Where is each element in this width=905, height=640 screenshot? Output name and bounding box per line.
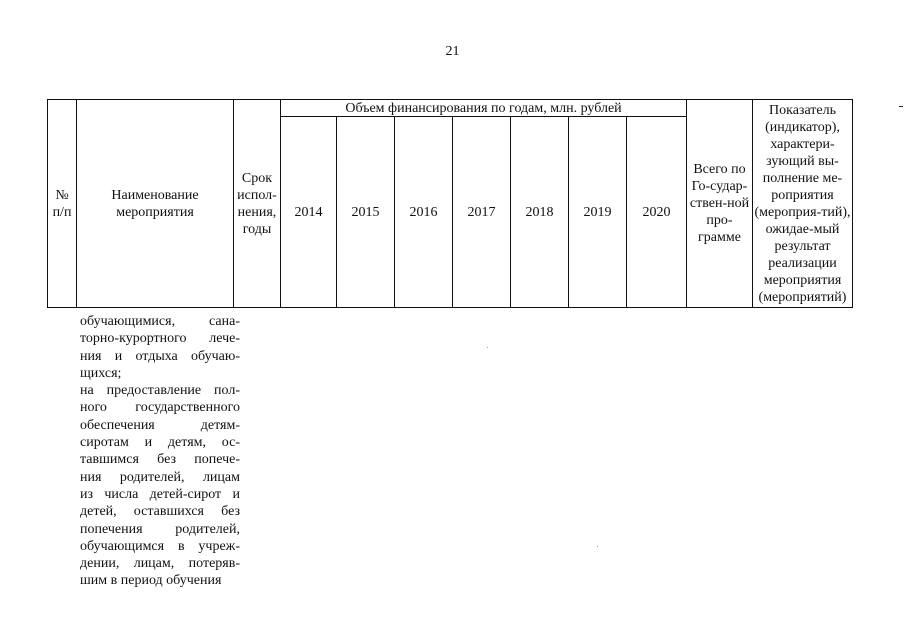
text-line: ния родителей, лицам: [80, 469, 240, 485]
text-line: торно-курортного лече-: [80, 331, 240, 347]
col-header-year: 2018: [511, 117, 569, 308]
text-line: ного государственного: [80, 400, 240, 416]
col-header-year: 2020: [627, 117, 687, 308]
col-header-year: 2017: [453, 117, 511, 308]
text-line: шим в период обучения: [80, 573, 222, 589]
col-header-year: 2016: [395, 117, 453, 308]
text-line: щихся;: [80, 365, 122, 381]
text-line: попечения родителей,: [80, 521, 240, 537]
text-line: обучающимся в учреж-: [80, 538, 240, 554]
text-line: из числа детей-сирот и: [80, 486, 240, 502]
col-header-indicator: Показатель (индикатор), характери-зующий вы-полнение ме-роприятия (мероприя-тий), ожидае-мый результат реализации мероприятия (мероприятий): [753, 100, 853, 308]
col-header-num: № п/п: [48, 100, 77, 308]
col-header-name: Наименование мероприятия: [77, 100, 234, 308]
scan-edge-mark: [899, 106, 903, 107]
col-header-year: 2019: [569, 117, 627, 308]
col-header-year: 2014: [281, 117, 337, 308]
text-line: ния и отдыха обучаю-: [80, 348, 240, 364]
text-line: сиротам и детям, ос-: [80, 435, 240, 451]
col-header-year: 2015: [337, 117, 395, 308]
col-header-term: Срок испол-нения, годы: [234, 100, 281, 308]
text-line: дении, лицам, потеряв-: [80, 556, 240, 572]
scan-speck: [487, 347, 488, 348]
text-line: обучающимися, сана-: [80, 314, 240, 329]
text-line: детей, оставшихся без: [80, 504, 240, 520]
funding-table-header: [47, 99, 853, 308]
col-header-funding-group: Объем финансирования по годам, млн. рублей: [281, 100, 687, 117]
text-line: на предоставление пол-: [80, 383, 240, 399]
col-header-total: Всего по Го-судар-ствен-ной про-грамме: [687, 100, 753, 308]
text-line: тавшимся без попече-: [80, 452, 240, 468]
page-number: 21: [445, 44, 460, 59]
text-line: обеспечения детям-: [80, 417, 240, 433]
scan-speck: [597, 546, 598, 547]
continuation-text: [80, 313, 240, 590]
